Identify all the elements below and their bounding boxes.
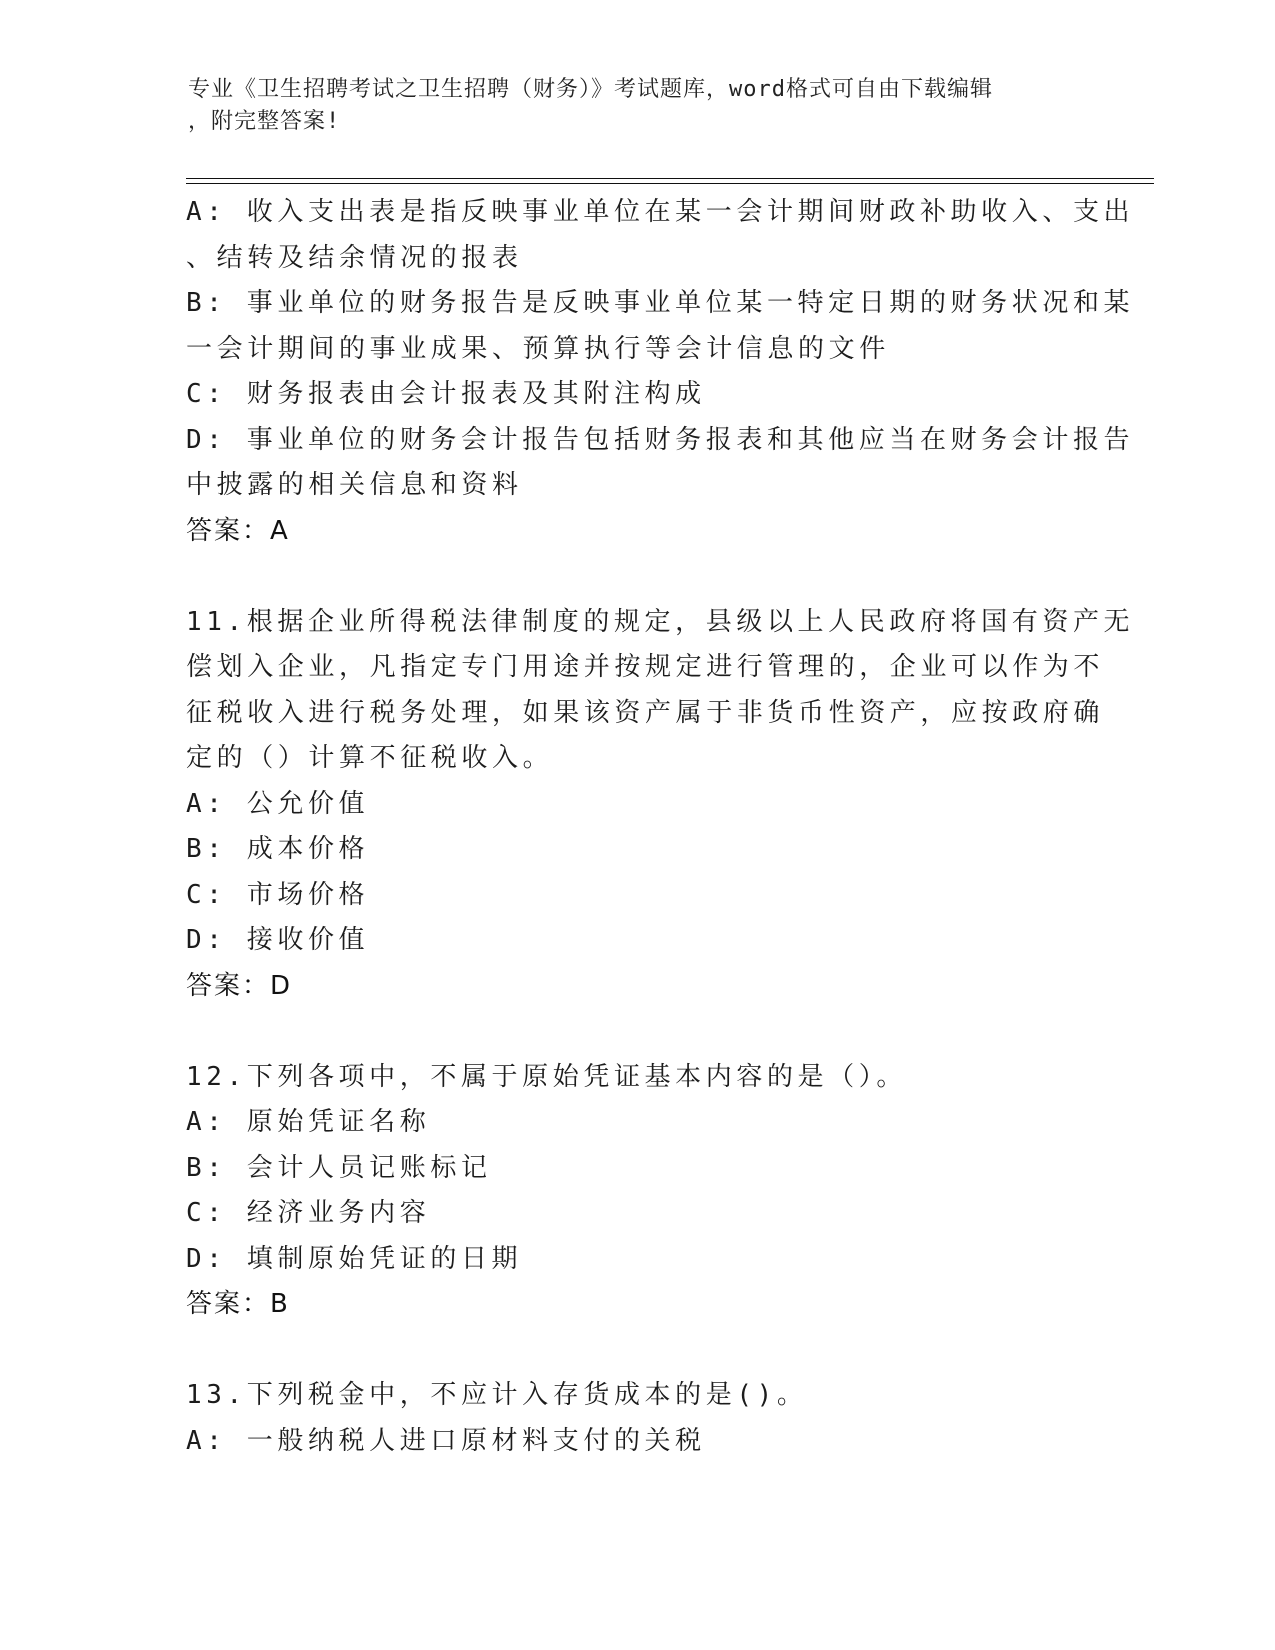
document-header	[188, 74, 1068, 138]
option-line: 一会计期间的事业成果、预算执行等会计信息的文件	[186, 333, 890, 364]
option-d: D: 接收价值	[186, 925, 370, 955]
question-text: 12.下列各项中，不属于原始凭证基本内容的是（）。	[186, 1061, 907, 1092]
option-line: C: 财务报表由会计报表及其附注构成	[186, 379, 706, 409]
question-line: 征税收入进行税务处理，如果该资产属于非货币性资产，应按政府确	[186, 697, 1105, 728]
question-text: 13.下列税金中，不应计入存货成本的是()。	[186, 1380, 808, 1410]
question-11	[186, 600, 1135, 1010]
answer-label: 答案：D	[186, 970, 293, 1001]
option-b	[186, 281, 1135, 372]
option-c: C: 经济业务内容	[186, 1198, 431, 1228]
option-b: B: 会计人员记账标记	[186, 1152, 492, 1183]
option-d: D: 填制原始凭证的日期	[186, 1243, 523, 1274]
question-list	[186, 190, 1135, 1464]
spacer	[186, 1009, 1086, 1055]
option-a: A: 公允价值	[186, 788, 370, 819]
option-b: B: 成本价格	[186, 834, 370, 864]
question-line: 11.根据企业所得税法律制度的规定，县级以上人民政府将国有资产无	[186, 606, 1135, 637]
option-a	[186, 190, 1135, 281]
header-title-line-continued: ，附完整答案!	[188, 109, 341, 134]
option-c	[186, 372, 1086, 418]
answer-label: 答案：B	[186, 1289, 290, 1319]
header-title-line: 专业《卫生招聘考试之卫生招聘（财务）》考试题库，word格式可自由下载编辑	[188, 77, 993, 102]
header-rule-bottom	[186, 183, 1154, 184]
option-d	[186, 418, 1135, 509]
option-a: A: 一般纳税人进口原材料支付的关税	[186, 1425, 706, 1456]
header-rule-top	[186, 178, 1154, 179]
question-line: 偿划入企业，凡指定专门用途并按规定进行管理的，企业可以作为不	[186, 652, 1105, 682]
spacer	[186, 554, 1086, 600]
question-10	[186, 190, 1135, 554]
question-line: 定的（）计算不征税收入。	[186, 743, 554, 773]
option-line: B: 事业单位的财务报告是反映事业单位某一特定日期的财务状况和某	[186, 288, 1135, 318]
option-line: D: 事业单位的财务会计报告包括财务报表和其他应当在财务会计报告	[186, 424, 1135, 455]
question-text	[186, 600, 1135, 782]
option-line: 中披露的相关信息和资料	[186, 470, 523, 500]
option-line: A: 收入支出表是指反映事业单位在某一会计期间财政补助收入、支出	[186, 197, 1135, 227]
option-a: A: 原始凭证名称	[186, 1107, 431, 1137]
option-c: C: 市场价格	[186, 879, 370, 910]
question-13	[186, 1373, 1086, 1464]
question-12	[186, 1055, 1086, 1328]
answer-label: 答案：A	[186, 515, 290, 546]
spacer	[186, 1328, 1086, 1374]
option-line: 、结转及结余情况的报表	[186, 242, 523, 273]
